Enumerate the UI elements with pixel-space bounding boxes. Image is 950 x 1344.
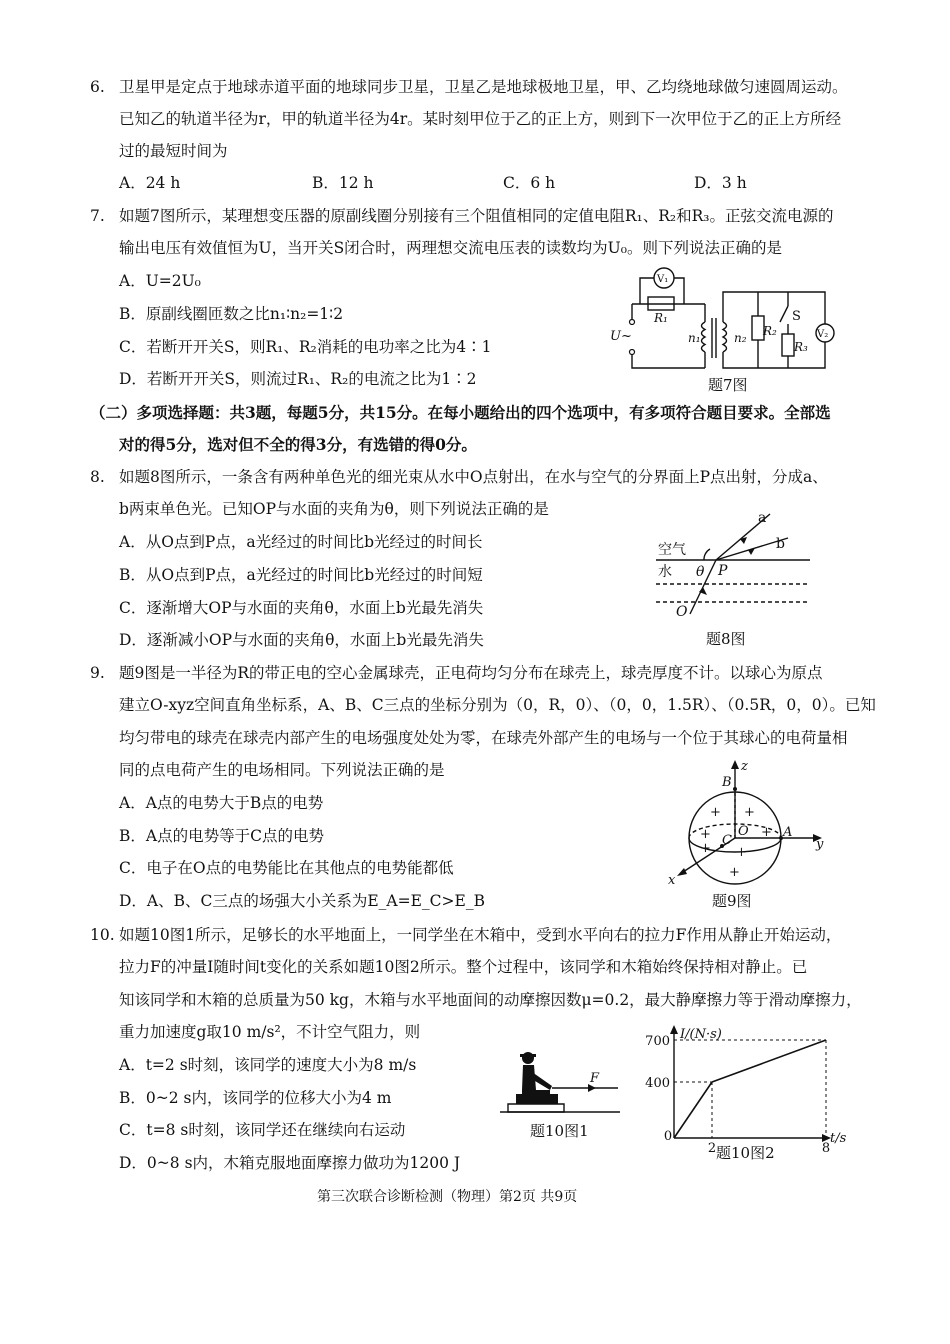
point-c-label: C xyxy=(722,833,732,848)
v1-label: V₁ xyxy=(657,274,669,285)
point-o-label: O xyxy=(738,824,749,839)
q8-option-a: A．从O点到P点，a光经过的时间比b光经过的时间长 xyxy=(119,533,483,551)
n1-label: n₁ xyxy=(688,331,701,345)
q8-line1: 如题8图所示，一条含有两种单色光的细光束从水中O点射出，在水与空气的分界面上P点出射，分成a、 xyxy=(119,468,828,486)
q9-number: 9. xyxy=(90,664,105,682)
q8-light-figure xyxy=(648,502,818,624)
q9-line2: 建立O-xyz空间直角坐标系，A、B、C三点的坐标分别为（0，R，0）、（0，0，1.5R）、（0.5R，0，0）。已知 xyxy=(119,696,876,714)
chart-ylabel: I/(N·s) xyxy=(680,1027,722,1042)
charge-plus: + xyxy=(729,865,740,880)
q8-option-d: D．逐渐减小OP与水面的夹角θ，水面上b光最先消失 xyxy=(119,631,484,649)
air-label: 空气 xyxy=(658,542,686,558)
q6-line1: 卫星甲是定点于地球赤道平面的地球同步卫星，卫星乙是地球极地卫星，甲、乙均绕地球做匀速圆周运动。 xyxy=(119,78,848,96)
point-b-label: B xyxy=(722,775,732,790)
q9-option-a: A．A点的电势大于B点的电势 xyxy=(119,794,324,812)
n2-label: n₂ xyxy=(734,331,747,345)
charge-plus: + xyxy=(744,805,755,820)
switch-s-label: S xyxy=(792,309,801,324)
r3-label: R₃ xyxy=(794,340,808,354)
ray-b-label: b xyxy=(776,536,785,552)
v2-label: V₂ xyxy=(817,329,829,340)
q7-line2: 输出电压有效值恒为U，当开关S闭合时，两理想交流电压表的读数均为U₀。则下列说法正确的是 xyxy=(119,239,782,257)
impulse-segment-0-2 xyxy=(674,1082,712,1138)
y-tick-400: 400 xyxy=(645,1076,670,1091)
q7-option-d: D．若断开开关S，则流过R₁、R₂的电流之比为1∶2 xyxy=(119,370,477,388)
q10-fig1-box-figure xyxy=(496,1048,626,1118)
secondary-coil xyxy=(723,322,727,352)
theta-label: θ xyxy=(696,564,705,580)
y-tick-700: 700 xyxy=(645,1034,670,1049)
q10-line4: 重力加速度g取10 m/s²，不计空气阻力，则 xyxy=(119,1023,421,1041)
q7-option-a: A．U=2U₀ xyxy=(119,272,201,290)
q9-option-b: B．A点的电势等于C点的电势 xyxy=(119,827,324,845)
q10-option-d: D．0~8 s内，木箱克服地面摩擦力做功为1200 J xyxy=(119,1154,461,1172)
q7-number: 7. xyxy=(90,207,105,225)
q10-option-a: A．t=2 s时刻，该同学的速度大小为8 m/s xyxy=(119,1056,417,1074)
charge-plus: + xyxy=(736,845,747,860)
charge-plus: + xyxy=(700,827,711,842)
page-footer: 第三次联合诊断检测（物理）第2页 共9页 xyxy=(317,1189,578,1205)
q8-line2: b两束单色光。已知OP与水面的夹角为θ，则下列说法正确的是 xyxy=(119,500,549,518)
q6-option-b: B．12 h xyxy=(312,174,374,192)
primary-coil xyxy=(702,322,706,352)
z-label: z xyxy=(741,759,748,774)
q9-sphere-figure xyxy=(660,756,830,888)
water-label: 水 xyxy=(658,564,672,580)
q9-line1: 题9图是一半径为R的带正电的空心金属球壳，正电荷均匀分布在球壳上，球壳厚度不计。以球心为原点 xyxy=(119,664,823,682)
q7-circuit-figure xyxy=(610,262,840,392)
switch-s xyxy=(780,306,788,322)
charge-plus: + xyxy=(710,805,721,820)
q7-caption: 题7图 xyxy=(708,376,748,394)
q9-line3: 均匀带电的球壳在球壳内部产生的电场强度处处为零，在球壳外部产生的电场与一个位于其球心的电荷量相 xyxy=(119,729,848,747)
point-o-label: O xyxy=(676,604,688,620)
q10-fig1-caption: 题10图1 xyxy=(530,1122,589,1140)
q8-option-c: C．逐渐增大OP与水面的夹角θ，水面上b光最先消失 xyxy=(119,599,484,617)
q6-option-a: A．24 h xyxy=(119,174,181,192)
q9-line4: 同的点电荷产生的电场相同。下列说法正确的是 xyxy=(119,761,445,779)
ray-a-label: a xyxy=(758,510,767,526)
student-figure xyxy=(516,1052,558,1104)
charge-plus: + xyxy=(700,841,711,856)
x-tick-0: 0 xyxy=(663,1129,673,1144)
q8-number: 8. xyxy=(90,468,105,486)
force-f-label: F xyxy=(590,1071,600,1086)
q9-caption: 题9图 xyxy=(712,892,752,910)
r2-label: R₂ xyxy=(763,324,777,338)
q10-fig2-caption: 题10图2 xyxy=(716,1144,775,1162)
q7-line1: 如题7图所示，某理想变压器的原副线圈分别接有三个阻值相同的定值电阻R₁、R₂和R₃。正弦交流电源的 xyxy=(119,207,834,225)
point-a-label: A xyxy=(783,825,793,840)
q10-option-b: B．0~2 s内，该同学的位移大小为4 m xyxy=(119,1089,392,1107)
y-label: y xyxy=(816,837,824,852)
q10-line3: 知该同学和木箱的总质量为50 kg，木箱与水平地面间的动摩擦因数μ=0.2，最大静摩擦力等于滑动摩擦力， xyxy=(119,991,862,1009)
q6-number: 6. xyxy=(90,78,105,96)
x-tick-8: 8 xyxy=(821,1141,831,1156)
q6-option-d: D．3 h xyxy=(694,174,747,192)
section2-line2: 对的得5分，选对但不全的得3分，有选错的得0分。 xyxy=(119,435,477,454)
q6-option-c: C．6 h xyxy=(503,174,556,192)
chart-xlabel: t/s xyxy=(830,1131,847,1146)
q8-option-b: B．从O点到P点，a光经过的时间比b光经过的时间短 xyxy=(119,566,483,584)
impulse-segment-2-8 xyxy=(712,1040,826,1082)
q10-number: 10. xyxy=(90,926,115,944)
q7-option-b: B．原副线圈匝数之比n₁∶n₂=1∶2 xyxy=(119,305,344,323)
q10-line2: 拉力F的冲量I随时间t变化的关系如题10图2所示。整个过程中，该同学和木箱始终保持相对静止。已 xyxy=(119,958,808,976)
x-tick-2: 2 xyxy=(707,1141,717,1156)
r1-label: R₁ xyxy=(654,311,668,325)
resistor-r3 xyxy=(782,334,794,356)
q6-line2: 已知乙的轨道半径为r，甲的轨道半径为4r。某时刻甲位于乙的正上方，则到下一次甲位于乙的正上方所经 xyxy=(119,110,842,128)
charge-plus: + xyxy=(761,825,772,840)
point-p-label: P xyxy=(718,563,728,579)
wooden-box xyxy=(508,1104,564,1112)
q9-option-d: D．A、B、C三点的场强大小关系为E_A=E_C>E_B xyxy=(119,892,485,910)
q7-option-c: C．若断开开关S，则R₁、R₂消耗的电功率之比为4∶1 xyxy=(119,338,492,356)
source-u-label: U~ xyxy=(610,329,632,344)
section2-line1: （二）多项选择题：共3题，每题5分，共15分。在每小题给出的四个选项中，有多项符合题目要求。全部选 xyxy=(90,403,831,422)
q10-line1: 如题10图1所示，足够长的水平地面上，一同学坐在木箱中，受到水平向右的拉力F作用从静止开始运动， xyxy=(119,926,842,944)
q8-caption: 题8图 xyxy=(706,630,746,648)
q6-line3: 过的最短时间为 xyxy=(119,142,228,160)
q9-option-c: C．电子在O点的电势能比在其他点的电势能都低 xyxy=(119,859,454,877)
x-label: x xyxy=(668,873,676,888)
q10-option-c: C．t=8 s时刻，该同学还在继续向右运动 xyxy=(119,1121,406,1139)
